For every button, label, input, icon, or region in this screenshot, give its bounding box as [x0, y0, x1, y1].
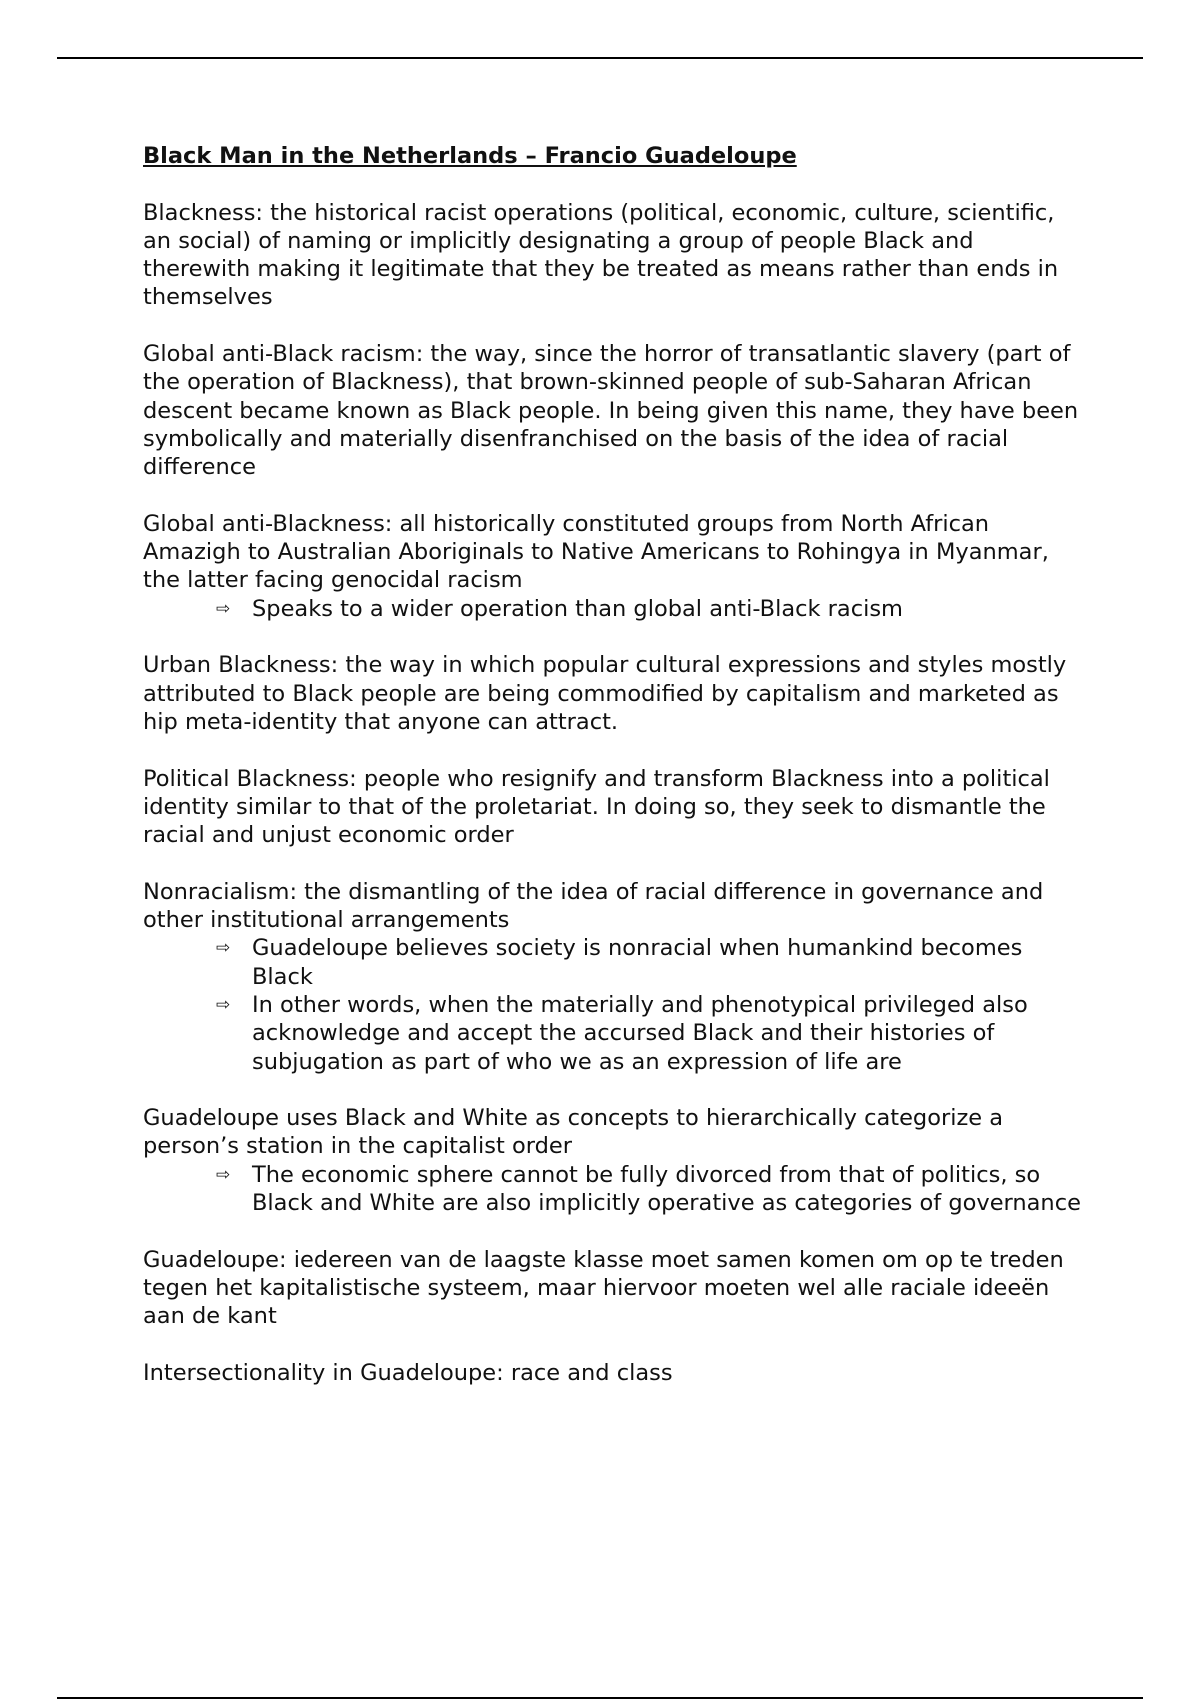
paragraph-block	[143, 1246, 1083, 1331]
paragraph-text: Guadeloupe uses Black and White as concepts to hierarchically categorize a person’s station in the capitalist order	[143, 1105, 1004, 1160]
bullet-item	[143, 991, 1083, 1076]
paragraph-text: Global anti-Black racism: the way, since the horror of transatlantic slavery (part of the operation of Blackness), that brown-skinned people of sub-Saharan African descent became known as Black people. In being given this name, they have been symbolically and materially disenfranchised on the basis of the idea of racial difference	[143, 341, 1079, 481]
right-arrow-icon: ⇨	[216, 938, 231, 959]
paragraph-text: Blackness: the historical racist operations (political, economic, culture, scientific, an social) of naming or implicitly designating a group of people Black and therewith making it legitimate that they be treated as means rather than ends in themselves	[143, 199, 1059, 311]
bullet-item	[143, 934, 1083, 991]
bullet-list	[143, 595, 1083, 623]
paragraph-block	[143, 878, 1083, 1076]
paragraph-block	[143, 765, 1083, 850]
right-arrow-icon: ⇨	[216, 598, 231, 619]
paragraph-text: Urban Blackness: the way in which popular cultural expressions and styles mostly attributed to Black people are being commodified by capitalism and marketed as hip meta-identity that anyone can attract.	[143, 652, 1067, 735]
bullet-text: Speaks to a wider operation than global anti-Black racism	[252, 595, 903, 622]
bullet-text: In other words, when the materially and phenotypical privileged also acknowledge and accept the accursed Black and their histories of subjugation as part of who we as an expression of life are	[252, 991, 1028, 1075]
header-rule	[57, 57, 1143, 59]
paragraph-text: Nonracialism: the dismantling of the idea of racial difference in governance and other institutional arrangements	[143, 878, 1044, 934]
paragraph-block	[143, 651, 1083, 736]
bullet-text: The economic sphere cannot be fully divorced from that of politics, so Black and White are also implicitly operative as categories of governance	[252, 1161, 1081, 1216]
paragraph-block	[143, 340, 1083, 481]
paragraph-text: Intersectionality in Guadeloupe: race and class	[143, 1359, 673, 1386]
right-arrow-icon: ⇨	[216, 994, 231, 1015]
bullet-list	[143, 1161, 1083, 1218]
paragraph-text: Political Blackness: people who resignify and transform Blackness into a political identity similar to that of the proletariat. In doing so, they seek to dismantle the racial and unjust economic order	[143, 765, 1050, 849]
footer-rule	[57, 1697, 1143, 1699]
right-arrow-icon: ⇨	[216, 1164, 231, 1185]
paragraph-text: Guadeloupe: iedereen van de laagste klasse moet samen komen om op te treden tegen het kapitalistische systeem, maar hiervoor moeten wel alle raciale ideeën aan de kant	[143, 1246, 1064, 1330]
paragraph-text: Global anti-Blackness: all historically constituted groups from North African Amazigh to Australian Aboriginals to Native Americans to Rohingya in Myanmar, the latter facing genocidal racism	[143, 510, 1049, 594]
paragraph-block	[143, 1359, 1083, 1387]
bullet-item	[143, 595, 1083, 623]
document-title: Black Man in the Netherlands – Francio Guadeloupe	[143, 143, 797, 169]
bullet-list	[143, 934, 1083, 1075]
bullet-text: Guadeloupe believes society is nonracial when humankind becomes Black	[252, 935, 1023, 990]
bullet-item	[143, 1161, 1083, 1218]
paragraph-block	[143, 199, 1083, 312]
paragraph-block	[143, 1104, 1083, 1217]
paragraph-block	[143, 510, 1083, 623]
document-body	[143, 142, 1083, 1415]
